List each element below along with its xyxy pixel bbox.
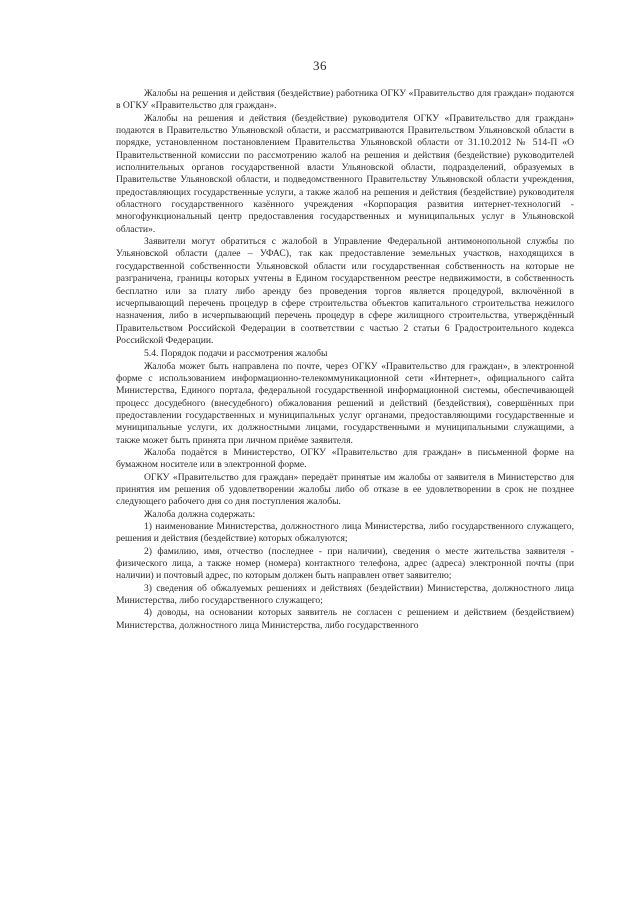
section-heading-5-4: 5.4. Порядок подачи и рассмотрения жалобы	[144, 348, 328, 360]
paragraph-complaint-contents: Жалоба должна содержать:	[144, 508, 256, 520]
paragraph-complaint-transfer: ОГКУ «Правительство для граждан» передаёт принятые им жалобы от заявителя в Министерство для принятия им решения об удовлетворении жалобы либо об отказе в ее удовлетворении в срок не позднее следующего рабочего дня со дня поступления жалобы.	[116, 471, 574, 508]
paragraph-complaint-form: Жалоба подаётся в Министерство, ОГКУ «Правительство для граждан» в письменной форме на бумажном носителе или в электронной форме.	[116, 446, 574, 471]
document-text	[116, 88, 574, 632]
paragraph-head-complaints: Жалобы на решения и действия (бездействие) руководителя ОГКУ «Правительство для граждан» подаются в Правительство Ульяновской области, и рассматриваются Правительством Ульяновской области в порядке, установленном постановлением Правительства Ульяновской области от 31.10.2012 № 514-П «О Правительственной комиссии по рассмотрению жалоб на решения и действия (бездействие) руководителей исполнительных органов государственной власти Ульяновской области, подразделений, образуемых в Правительстве Ульяновской области, и подведомственного Правительству Ульяновской области учреждения, предоставляющих государственные услуги, а также жалоб на решения и действия (бездействие) руководителя областного государственного казённого учреждения «Корпорация развития интернет-технологий - многофункциональный центр предоставления государственных и муниципальных услуг в Ульяновской области».	[116, 112, 574, 235]
list-item-3: 3) сведения об обжалуемых решениях и действиях (бездействии) Министерства, должностного лица Министерства, либо государственного служащего;	[116, 582, 574, 607]
page-number: 36	[313, 58, 327, 73]
list-item-1: 1) наименование Министерства, должностного лица Министерства, либо государственного служащего, решения и действия (бездействие) которых обжалуются;	[116, 521, 574, 545]
list-item-4: 4) доводы, на основании которых заявитель не согласен с решением и действием (бездействием) Министерства, должностного лица Министерства, либо государственного	[116, 607, 574, 631]
paragraph-complaint-submission: Жалоба может быть направлена по почте, через ОГКУ «Правительство для граждан», в электронной форме с использованием информационно-телекоммуникационной сети «Интернет», официального сайта Министерства, Единого портала, федеральной государственной информационной системы, обеспечивающей процесс досудебного (внесудебного) обжалования решений и действий (бездействия), совершённых при предоставлении государственных и муниципальных услуг органами, предоставляющими государственные и муниципальные услуги, их должностными лицами, государственными и муниципальными служащими, а также может быть принята при личном приёме заявителя.	[116, 360, 574, 446]
paragraph-worker-complaints: Жалобы на решения и действия (бездействие) работника ОГКУ «Правительство для граждан» подаются в ОГКУ «Правительство для граждан».	[116, 88, 574, 112]
paragraph-ufas-complaints: Заявители могут обратиться с жалобой в Управление Федеральной антимонопольной службы по Ульяновской области (далее – УФАС), так как предоставление земельных участков, находящихся в государственной собственности Ульяновской области или государственная собственность на которые не разграничена, границы которых учтены в Едином государственном реестре недвижимости, в собственность бесплатно или за плату либо аренду без проведения торгов является процедурой, включённой в исчерпывающий перечень процедур в сфере строительства объектов капитального строительства нежилого назначения, либо в исчерпывающий перечень процедур в сфере жилищного строительства, утверждённый Правительством Российской Федерации в соответствии с частью 2 статьи 6 Градостроительного кодекса Российской Федерации.	[116, 236, 574, 346]
list-item-2: 2) фамилию, имя, отчество (последнее - при наличии), сведения о месте жительства заявителя - физического лица, а также номер (номера) контактного телефона, адрес (адреса) электронной почты (при наличии) и почтовый адрес, по которым должен быть направлен ответ заявителю;	[116, 545, 574, 582]
